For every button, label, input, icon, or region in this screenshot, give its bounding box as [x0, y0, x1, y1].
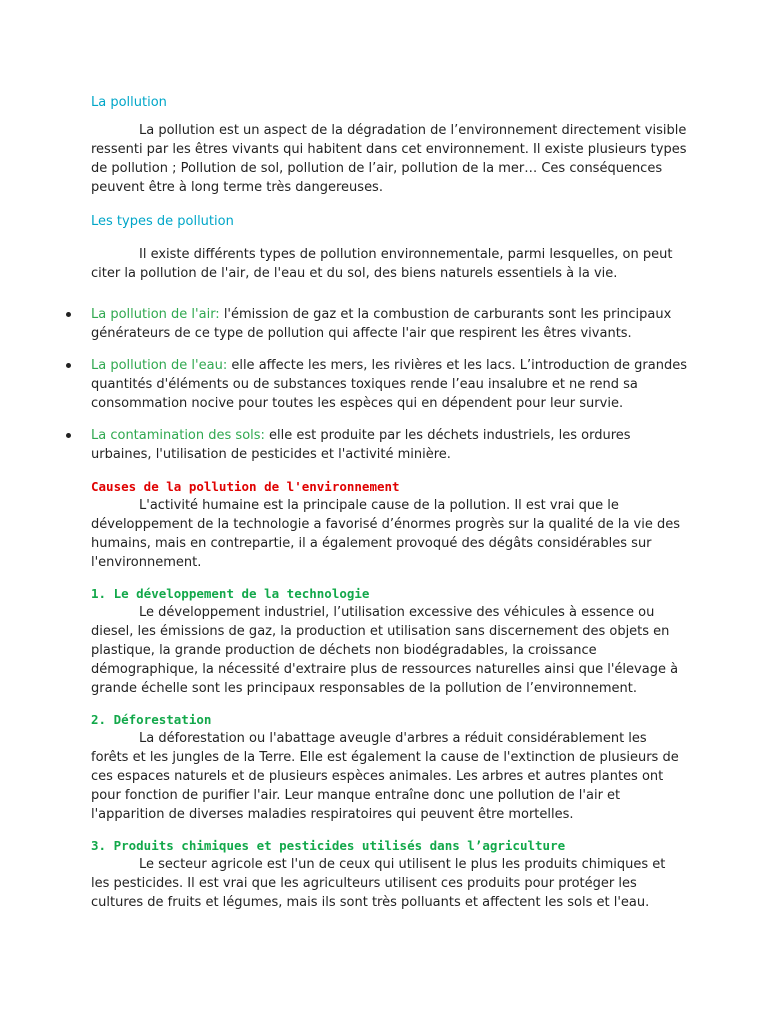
- heading-types-pollution: Les types de pollution: [91, 214, 234, 229]
- intro-paragraph: La pollution est un aspect de la dégradation de l’environnement directement visible ressenti par les êtres vivants qui habitent dans cet environnement. Il existe plusieurs types de pollution ; Pollution de sol, pollution de l’air, pollution de la mer… Ces conséquences peuvent être à long terme très dangereuses.: [91, 123, 687, 195]
- list-item: [91, 426, 687, 464]
- bullet-label: La pollution de l'air:: [91, 307, 220, 322]
- bullet-text: elle affecte les mers, les rivières et les lacs. L’introduction de grandes quantités d'éléments ou de substances toxiques rende l’eau insalubre et ne rend sa consommation nocive pour toutes les espèces qui en dépendent pour leur survie.: [91, 358, 688, 411]
- causes-paragraph: L'activité humaine est la principale cause de la pollution. Il est vrai que le développement de la technologie a favorisé d’énormes progrès sur la qualité de la vie des humains, mais en contrepartie, il a également provoqué des dégâts considérables sur l'environnement.: [91, 498, 681, 570]
- types-intro-paragraph: Il existe différents types de pollution environnementale, parmi lesquelles, on peut citer la pollution de l'air, de l'eau et du sol, des biens naturels essentiels à la vie.: [91, 247, 673, 281]
- heading-section-1: 1. Le développement de la technologie: [91, 586, 370, 601]
- heading-causes: Causes de la pollution de l'environnement: [91, 479, 400, 494]
- bullet-text: l'émission de gaz et la combustion de carburants sont les principaux générateurs de ce type de pollution qui affecte l'air que respirent les êtres vivants.: [91, 307, 672, 341]
- section-1-paragraph: Le développement industriel, l’utilisation excessive des véhicules à essence ou diesel, les émissions de gaz, la production et utilisation sans discernement des objets en plastique, la grande production de déchets non biodégradables, la croissance démographique, la nécessité d'extraire plus de ressources naturelles ainsi que l'élevage à grande échelle sont les principaux responsables de la pollution de l’environnement.: [91, 605, 679, 696]
- bullet-label: La contamination des sols:: [91, 428, 265, 443]
- bullet-text: elle est produite par les déchets industriels, les ordures urbaines, l'utilisation de pesticides et l'activité minière.: [91, 428, 631, 462]
- bullet-dot-icon: [66, 363, 71, 368]
- list-item: [91, 305, 687, 343]
- heading-la-pollution: La pollution: [91, 95, 167, 110]
- heading-section-2: 2. Déforestation: [91, 712, 212, 727]
- section-2-paragraph: La déforestation ou l'abattage aveugle d'arbres a réduit considérablement les forêts et les jungles de la Terre. Elle est également la cause de l'extinction de plusieurs de ces espaces naturels et de plusieurs espèces animales. Les arbres et autres plantes ont pour fonction de purifier l'air. Leur manque entraîne donc une pollution de l'air et l'apparition de diverses maladies respiratoires qui peuvent être mortelles.: [91, 731, 679, 822]
- bullet-label: La pollution de l'eau:: [91, 358, 228, 373]
- bullet-dot-icon: [66, 312, 71, 317]
- bullet-dot-icon: [66, 433, 71, 438]
- section-3-paragraph: Le secteur agricole est l'un de ceux qui utilisent le plus les produits chimiques et les pesticides. Il est vrai que les agriculteurs utilisent ces produits pour protéger les cultures de fruits et légumes, mais ils sont très polluants et affectent les sols et l'eau.: [91, 857, 666, 910]
- heading-section-3: 3. Produits chimiques et pesticides utilisés dans l’agriculture: [91, 838, 566, 853]
- list-item: [91, 356, 687, 413]
- pollution-types-list: [91, 305, 687, 464]
- document-page: [91, 94, 687, 912]
